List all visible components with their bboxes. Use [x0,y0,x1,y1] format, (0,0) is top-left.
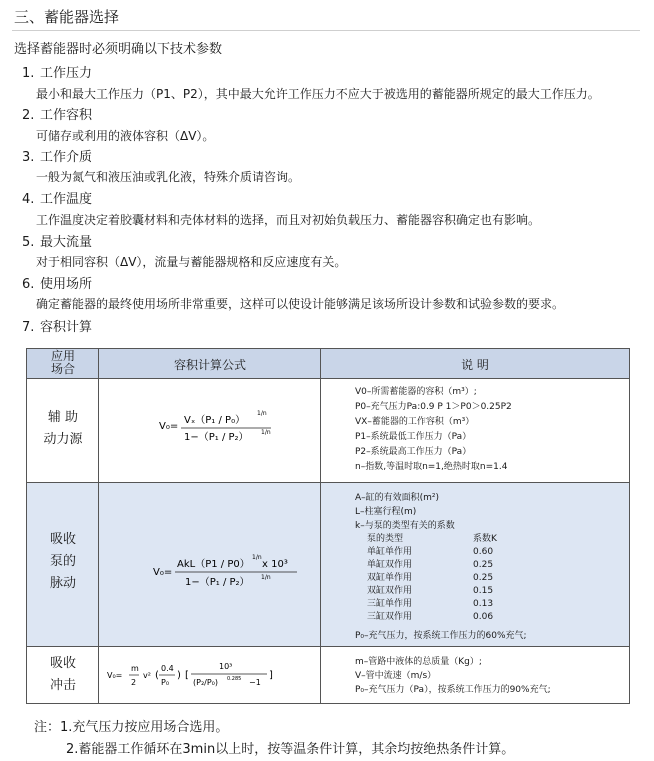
svg-text:0.285: 0.285 [227,676,242,682]
svg-text:1/n: 1/n [261,429,271,436]
header-formula: 容积计算公式 [99,349,321,378]
formula-cell [99,379,321,482]
item-5-title: 5. 最大流量 [22,235,93,250]
table-row [27,647,629,703]
svg-text:[: [ [185,670,189,681]
list-item: 三缸双作用 0.06 [367,612,494,622]
table-row [27,379,629,483]
svg-text:x 10³: x 10³ [262,559,288,570]
note-1: 注：1.充气压力按应用场合选用。 [34,720,229,735]
header-scene: 应用 场合 [27,349,99,378]
item-7-title: 7. 容积计算 [22,320,93,335]
svg-text:−1: −1 [249,678,261,687]
list-item: 双缸单作用 0.25 [367,573,494,583]
item-4-desc: 工作温度决定着胶囊材料和壳体材料的选择，而且对初始负载压力、蓄能器容积确定也有影响。 [36,213,541,227]
svg-text:V₀=: V₀= [159,421,179,432]
item-3-title: 3. 工作介质 [22,150,93,165]
scene-cell: 吸收 泵的 脉动 [27,483,99,646]
formula-cell [99,483,321,646]
note-2: 2.蓄能器工作循环在3min以上时，按等温条件计算，其余均按绝热条件计算。 [66,742,515,757]
item-3-desc: 一般为氮气和液压油或乳化液，特殊介质请咨询。 [36,170,301,184]
volume-calc-table [26,348,630,704]
svg-text:1/n: 1/n [252,554,262,561]
explain-cell: A–缸的有效面积(m²) L–柱塞行程(m) k–与泵的类型有关的系数 泵的类型 系数K 单缸单作用 0.60 单缸双作用 0.25 双缸单作用 0.25 双缸双作用 0.15 三缸单作用 0.13 三缸双作用 0.06 P₀–充气压力，按系统工作压力的60%充气; [355,493,527,641]
explain-cell: m–管路中液体的总质量（Kg）; V–管中流速（m/s） P₀–充气压力（Pa），按系统工作压力的90%充气; [355,657,551,695]
table-header-row [27,349,629,379]
svg-text:): ) [177,670,181,681]
formula-cell [99,647,321,703]
list-item: 单缸双作用 0.25 [367,560,494,570]
item-2-desc: 可储存或利用的液体容积（ΔV）。 [36,129,215,143]
list-item: 三缸单作用 0.13 [367,599,494,609]
item-4-title: 4. 工作温度 [22,192,93,207]
svg-text:m: m [131,664,139,673]
svg-text:V₀=: V₀= [153,567,173,578]
title-divider [12,30,640,31]
svg-text:Vₓ（P₁ / P₀）: Vₓ（P₁ / P₀） [184,415,246,426]
svg-text:(: ( [155,670,159,681]
list-item: 双缸双作用 0.15 [367,586,494,596]
svg-text:P₀: P₀ [161,678,170,687]
formula-pump-pulsation [99,483,321,647]
item-6-desc: 确定蓄能器的最终使用场所非常重要，这样可以使设计能够满足该场所设计参数和试验参数的要求。 [36,297,565,311]
scene-cell: 辅 助 动力源 [27,379,99,482]
svg-text:AkL（P1 / P0）: AkL（P1 / P0） [177,559,250,570]
svg-text:V₀=: V₀= [107,671,123,680]
svg-text:v²: v² [143,671,151,680]
intro-text: 选择蓄能器时必须明确以下技术参数 [14,42,223,57]
formula-shock-absorb [99,647,321,703]
scene-cell: 吸收 冲击 [27,647,99,703]
header-explain: 说 明 [461,358,489,372]
svg-text:]: ] [269,670,273,681]
item-1-title: 1. 工作压力 [22,66,93,81]
pump-type-table: 泵的类型 系数K 单缸单作用 0.60 单缸双作用 0.25 双缸单作用 0.25 双缸双作用 0.15 三缸单作用 0.13 三缸双作用 0.06 [367,534,497,622]
svg-text:0.4: 0.4 [161,664,174,673]
item-1-desc: 最小和最大工作压力（P1、P2），其中最大允许工作压力不应大于被选用的蓄能器所规定的最大工作压力。 [36,87,600,101]
svg-text:10³: 10³ [219,662,233,671]
section-title: 三、蓄能器选择 [14,8,120,26]
explain-cell: V0–所需蓄能器的容积（m³）; P0–充气压力Pa:0.9 P 1＞P0＞0.25P2 VX–蓄能器的工作容积（m³） P1–系统最低工作压力（Pa） P2–系统最高工作压力（Pa） n–指数,等温时取n=1,绝热时取n=1.4 [355,387,512,472]
svg-text:1−（P₁ / P₂）: 1−（P₁ / P₂） [184,432,249,443]
svg-text:(P₂/P₀): (P₂/P₀) [193,678,218,687]
list-item: 单缸单作用 0.60 [367,547,494,557]
formula-aux-power [99,379,321,483]
table-row [27,483,629,647]
item-5-desc: 对于相同容积（ΔV），流量与蓄能器规格和反应速度有关。 [36,255,347,269]
item-2-title: 2. 工作容积 [22,108,93,123]
item-6-title: 6. 使用场所 [22,277,93,292]
svg-text:1/n: 1/n [261,574,271,581]
svg-text:2: 2 [131,678,137,687]
svg-text:1−（P₁ / P₂）: 1−（P₁ / P₂） [185,577,250,588]
svg-text:1/n: 1/n [257,410,267,417]
